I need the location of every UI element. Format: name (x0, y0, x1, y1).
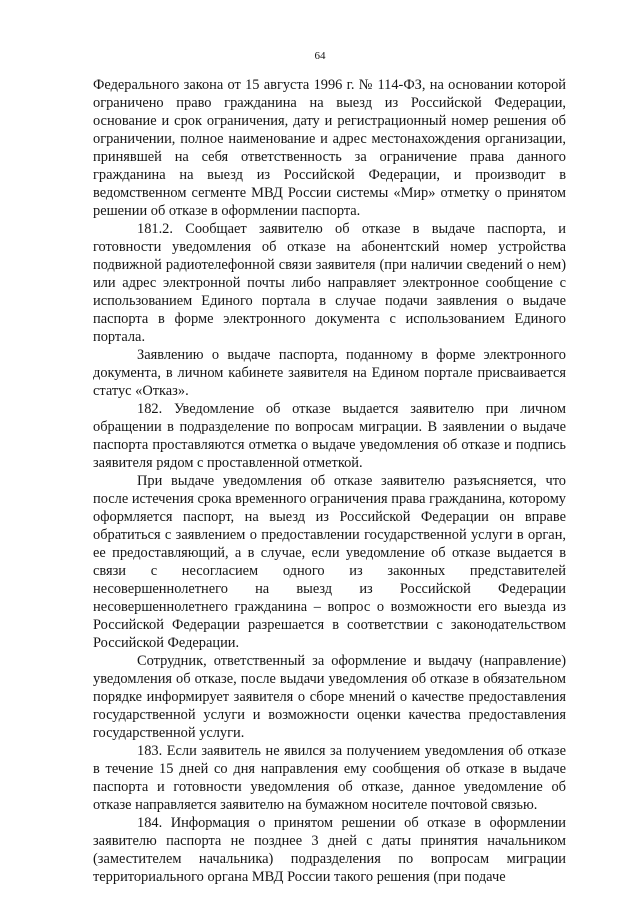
paragraph-182: 182. Уведомление об отказе выдается заявителю при личном обращении в подразделение по вопросам миграции. В заявлении о выдаче паспорта проставляются отметка о выдаче уведомления об отказе и подпись заявителя рядом с проставленной отметкой. (93, 401, 566, 471)
paragraph-law-reference: Федерального закона от 15 августа 1996 г. № 114-ФЗ, на основании которой ограничено право гражданина на выезд из Российской Федерации, основание и срок ограничения, дату и регистрационный номер решения об ограничении, полное наименование и адрес местонахождения организации, принявшей на себя ответственность за ограничение права данного гражданина на выезд из Российской Федерации, и производит в ведомственном сегменте МВД России системы «Мир» отметку о принятом решении об отказе в оформлении паспорта. (93, 77, 566, 219)
document-body (93, 76, 566, 886)
paragraph-explanation: При выдаче уведомления об отказе заявителю разъясняется, что после истечения срока временного ограничения права гражданина, которому оформляется паспорт, на выезд из Российской Федерации он вправе обратиться с заявлением о предоставлении государственной услуги в орган, ее предоставляющий, а в случае, если уведомление об отказе выдается в связи с несогласием одного из законных представителей несовершеннолетнего на выезд из Российской Федерации несовершеннолетнего гражданина – вопрос о возможности его выезда из Российской Федерации разрешается в соответствии с законодательством Российской Федерации. (93, 473, 566, 651)
page-number: 64 (314, 50, 326, 62)
paragraph-feedback: Сотрудник, ответственный за оформление и выдачу (направление) уведомления об отказе, после выдачи уведомления об отказе в обязательном порядке информирует заявителя о сборе мнений о качестве предоставления государственной услуги и возможности оценки качества предоставления государственной услуги. (93, 653, 566, 741)
paragraph-181-2: 181.2. Сообщает заявителю об отказе в выдаче паспорта, и готовности уведомления об отказе на абонентский номер устройства подвижной радиотелефонной связи заявителя (при наличии сведений о нем) или адрес электронной почты либо направляет электронное сообщение с использованием Единого портала в случае подачи заявления о выдаче паспорта в форме электронного документа с использованием Единого портала. (93, 221, 566, 345)
paragraph-184: 184. Информация о принятом решении об отказе в оформлении заявителю паспорта не позднее 3 дней с даты принятия начальником (заместителем начальника) подразделения по вопросам миграции территориального органа МВД России такого решения (при подаче (93, 815, 566, 885)
paragraph-refusal-status: Заявлению о выдаче паспорта, поданному в форме электронного документа, в личном кабинете заявителя на Едином портале присваивается статус «Отказ». (93, 347, 566, 399)
paragraph-183: 183. Если заявитель не явился за получением уведомления об отказе в течение 15 дней со дня направления ему сообщения об отказе в выдаче паспорта и готовности уведомления об отказе, данное уведомление об отказе направляется заявителю на бумажном носителе почтовой связью. (93, 743, 566, 813)
